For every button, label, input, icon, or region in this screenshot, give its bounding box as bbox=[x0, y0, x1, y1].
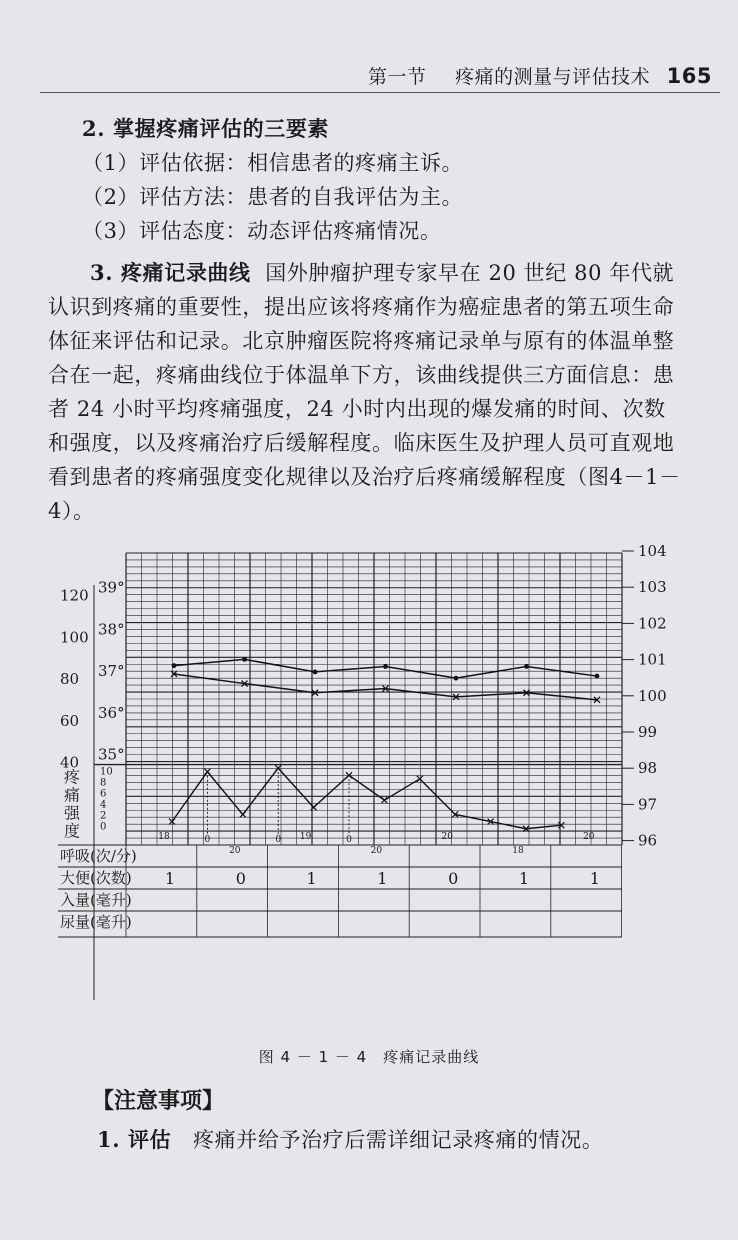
header-title: 疼痛的测量与评估技术 bbox=[455, 66, 651, 88]
celsius-label: 39° bbox=[98, 578, 125, 597]
pain-point bbox=[275, 765, 281, 771]
stool-value: 1 bbox=[306, 869, 317, 888]
row-label: 尿量(毫升) bbox=[60, 913, 132, 931]
row-label: 大便(次数) bbox=[60, 869, 132, 887]
respiration-value: 18 bbox=[512, 846, 524, 856]
data-point bbox=[172, 663, 177, 668]
section-3 bbox=[48, 256, 682, 528]
fahrenheit-label: 102 bbox=[638, 614, 667, 633]
page-number: 165 bbox=[666, 64, 712, 88]
celsius-label: 38° bbox=[98, 620, 125, 639]
celsius-label: 37° bbox=[98, 662, 125, 681]
data-point bbox=[524, 664, 529, 669]
pain-axis-title: 强 bbox=[64, 803, 81, 823]
pain-point bbox=[381, 797, 387, 803]
stool-value: 1 bbox=[377, 869, 388, 888]
pain-axis-title: 疼 bbox=[64, 767, 81, 787]
pain-axis-title: 度 bbox=[64, 821, 81, 841]
celsius-label: 36° bbox=[98, 703, 125, 722]
header-rule bbox=[40, 92, 720, 93]
respiration-value: 19 bbox=[299, 832, 312, 842]
data-point bbox=[313, 669, 318, 674]
stool-value: 0 bbox=[235, 869, 246, 888]
data-point bbox=[242, 657, 247, 662]
row-label: 入量(毫升) bbox=[60, 891, 132, 909]
pulse-label: 100 bbox=[60, 628, 89, 647]
notes-item-text: 疼痛并给予治疗后需详细记录疼痛的情况。 bbox=[193, 1128, 604, 1152]
data-point bbox=[383, 664, 388, 669]
breakthrough-label: 0 bbox=[275, 835, 282, 845]
stool-value: 0 bbox=[448, 869, 459, 888]
stool-value: 1 bbox=[589, 869, 600, 888]
pain-scale-label: 10 bbox=[100, 766, 113, 778]
pulse-label: 80 bbox=[60, 670, 80, 689]
fahrenheit-label: 104 bbox=[638, 545, 667, 560]
pain-scale-label: 2 bbox=[100, 810, 107, 822]
header-section: 第一节 bbox=[368, 66, 427, 88]
stool-value: 1 bbox=[164, 869, 176, 888]
section-3-text: 国外肿瘤护理专家早在 20 世纪 80 年代就认识到疼痛的重要性，提出应该将疼痛作为癌症患者的第五项生命体征来评估和记录。北京肿瘤医院将疼痛记录单与原有的体温单整合在一起，疼痛曲线位于体温单下方，该曲线提供三方面信息：患者 24 小时平均疼痛强度，24 小时内出现的爆发痛的时间、次数和强度，以及疼痛治疗后缓解程度。临床医生及护理人员可直观地看到患者的疼痛强度变化规律以及治疗后疼痛缓解程度（图4－1－4）。 bbox=[48, 261, 681, 523]
section-3-heading: 3. 疼痛记录曲线 bbox=[90, 260, 251, 285]
data-point bbox=[454, 676, 459, 681]
chart-svg bbox=[58, 545, 678, 1015]
section-2-item: （1）评估依据：相信患者的疼痛主诉。 bbox=[82, 151, 464, 175]
celsius-label: 35° bbox=[98, 745, 125, 764]
section-2-item: （3）评估态度：动态评估疼痛情况。 bbox=[82, 219, 442, 243]
pulse-label: 40 bbox=[60, 753, 80, 772]
fahrenheit-label: 96 bbox=[638, 831, 658, 850]
fahrenheit-label: 103 bbox=[638, 578, 667, 597]
section-2-item: （2）评估方法：患者的自我评估为主。 bbox=[82, 185, 464, 209]
running-header bbox=[368, 62, 712, 89]
notes-item-label: 1. 评估 bbox=[97, 1127, 172, 1152]
section-3-paragraph bbox=[48, 256, 682, 528]
pain-scale-label: 4 bbox=[100, 799, 107, 811]
fahrenheit-label: 101 bbox=[638, 650, 667, 669]
row-label: 呼吸(次/分) bbox=[60, 847, 137, 865]
notes-item bbox=[97, 1124, 603, 1154]
fahrenheit-label: 100 bbox=[638, 686, 667, 705]
pain-point bbox=[169, 819, 175, 825]
notes-title: 【注意事项】 bbox=[92, 1088, 225, 1114]
respiration-value: 20 bbox=[583, 832, 595, 842]
pain-point bbox=[240, 811, 246, 817]
breakthrough-label: 0 bbox=[204, 835, 211, 845]
pain-scale-label: 0 bbox=[100, 821, 107, 833]
pulse-label: 120 bbox=[60, 586, 89, 605]
pain-axis-title: 痛 bbox=[64, 785, 81, 805]
figure-caption: 图 4 － 1 － 4 疼痛记录曲线 bbox=[258, 1048, 480, 1066]
fahrenheit-label: 97 bbox=[638, 795, 658, 814]
pain-scale-label: 8 bbox=[100, 777, 107, 789]
section-2 bbox=[60, 112, 680, 248]
stool-value: 1 bbox=[518, 869, 530, 888]
section-2-heading: 2. 掌握疼痛评估的三要素 bbox=[82, 116, 330, 141]
respiration-value: 20 bbox=[370, 846, 383, 856]
fahrenheit-label: 99 bbox=[638, 723, 658, 741]
respiration-value: 20 bbox=[229, 846, 241, 856]
breakthrough-label: 0 bbox=[346, 835, 352, 845]
pulse-label: 60 bbox=[60, 711, 80, 730]
fahrenheit-label: 98 bbox=[638, 759, 658, 778]
data-point bbox=[595, 674, 600, 679]
pain-point bbox=[204, 769, 210, 775]
pain-line bbox=[172, 768, 561, 829]
respiration-value: 20 bbox=[441, 832, 453, 842]
pain-record-chart bbox=[58, 545, 678, 1015]
pain-scale-label: 6 bbox=[100, 788, 107, 800]
pain-point bbox=[417, 776, 423, 782]
respiration-value: 18 bbox=[158, 832, 170, 842]
